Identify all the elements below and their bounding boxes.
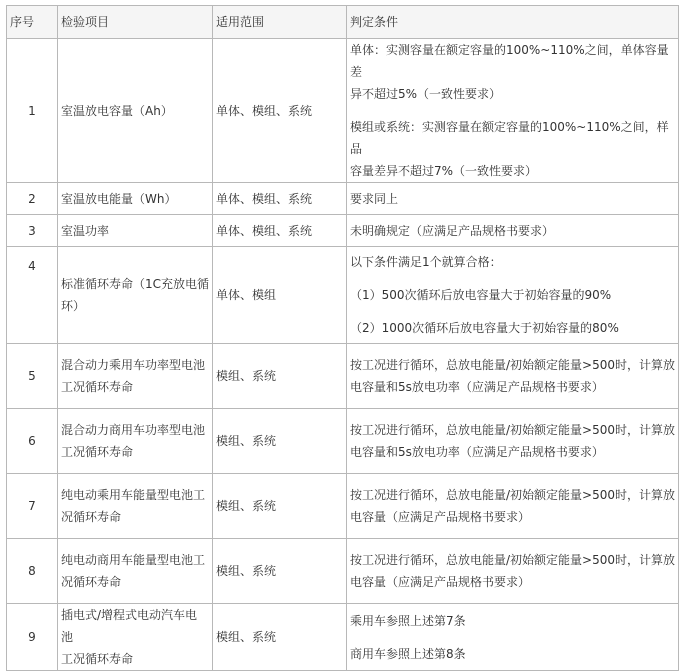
cell-conditions [347, 215, 679, 247]
item-line: 环） [61, 299, 86, 313]
header-conditions: 判定条件 [347, 6, 679, 39]
table-row [7, 409, 679, 474]
condition-line: 容量差异不超过7%（一致性要求） [350, 164, 538, 178]
condition-line: 商用车参照上述第8条 [350, 646, 466, 661]
cell-item [58, 539, 213, 604]
cell-scope: 单体、模组、系统 [213, 39, 347, 183]
cell-no: 3 [7, 215, 58, 247]
condition-paragraph [350, 39, 675, 105]
cell-no: 5 [7, 344, 58, 409]
condition-paragraph [350, 484, 675, 528]
item-line: 工况循环寿命 [61, 445, 134, 459]
cell-no: 6 [7, 409, 58, 474]
cell-scope: 单体、模组、系统 [213, 215, 347, 247]
condition-paragraph [350, 220, 675, 242]
cell-conditions [347, 39, 679, 183]
condition-paragraph [350, 284, 675, 306]
cell-no: 8 [7, 539, 58, 604]
cell-conditions [347, 344, 679, 409]
condition-line: （2）1000次循环后放电容量大于初始容量的80% [350, 321, 619, 335]
condition-line: 未明确规定（应满足产品规格书要求） [350, 223, 555, 238]
condition-line: 按工况进行循环，总放电能量/初始额定能量>500时，计算放 [350, 423, 676, 437]
cell-conditions [347, 183, 679, 215]
table-row [7, 247, 679, 344]
cell-item [58, 39, 213, 183]
cell-scope: 单体、模组 [213, 247, 347, 344]
table-body [7, 39, 679, 671]
cell-scope: 模组、系统 [213, 344, 347, 409]
table-row [7, 183, 679, 215]
condition-line: 电容量和5s放电功率（应满足产品规格书要求） [350, 445, 604, 459]
cell-scope: 模组、系统 [213, 474, 347, 539]
condition-paragraph [350, 317, 675, 339]
item-line: 混合动力商用车功率型电池 [61, 423, 206, 437]
cell-conditions [347, 604, 679, 671]
condition-line: （1）500次循环后放电容量大于初始容量的90% [350, 288, 612, 302]
cell-item [58, 604, 213, 671]
table-row [7, 39, 679, 183]
cell-conditions [347, 539, 679, 604]
condition-line: 按工况进行循环，总放电能量/初始额定能量>500时，计算放 [350, 358, 676, 372]
condition-line: 要求同上 [350, 191, 399, 206]
item-line: 况循环寿命 [61, 575, 122, 589]
header-no: 序号 [7, 6, 58, 39]
item-line: 室温放电容量（Ah） [61, 103, 173, 118]
inspection-table [6, 5, 679, 671]
item-line: 工况循环寿命 [61, 652, 134, 666]
table-header-row [7, 6, 679, 39]
cell-item [58, 409, 213, 474]
table-row [7, 539, 679, 604]
table-row [7, 604, 679, 671]
cell-no: 9 [7, 604, 58, 671]
item-line: 混合动力乘用车功率型电池 [61, 358, 206, 372]
cell-no: 1 [7, 39, 58, 183]
cell-no: 7 [7, 474, 58, 539]
cell-no: 2 [7, 183, 58, 215]
header-scope: 适用范围 [213, 6, 347, 39]
condition-paragraph [350, 643, 675, 665]
cell-scope: 模组、系统 [213, 604, 347, 671]
table-row [7, 215, 679, 247]
condition-line: 按工况进行循环，总放电能量/初始额定能量>500时，计算放 [350, 488, 676, 502]
cell-item [58, 474, 213, 539]
cell-conditions [347, 474, 679, 539]
header-item: 检验项目 [58, 6, 213, 39]
item-line: 室温放电能量（Wh） [61, 191, 177, 206]
cell-scope: 模组、系统 [213, 409, 347, 474]
item-line: 室温功率 [61, 223, 110, 238]
condition-paragraph [350, 549, 675, 593]
condition-line: 单体：实测容量在额定容量的100%~110%之间，单体容量差 [350, 43, 669, 79]
condition-line: 模组或系统：实测容量在额定容量的100%~110%之间，样品 [350, 120, 669, 156]
cell-item [58, 215, 213, 247]
condition-paragraph [350, 419, 675, 463]
cell-item [58, 344, 213, 409]
item-line: 标准循环寿命（1C充放电循 [61, 277, 210, 291]
table-row [7, 344, 679, 409]
cell-conditions [347, 247, 679, 344]
item-line: 况循环寿命 [61, 510, 122, 524]
condition-paragraph [350, 188, 675, 210]
cell-scope: 单体、模组、系统 [213, 183, 347, 215]
condition-line: 乘用车参照上述第7条 [350, 613, 466, 628]
condition-line: 异不超过5%（一致性要求） [350, 87, 502, 101]
condition-line: 电容量（应满足产品规格书要求） [350, 510, 531, 524]
item-line: 插电式/增程式电动汽车电池 [61, 608, 198, 644]
condition-line: 电容量和5s放电功率（应满足产品规格书要求） [350, 380, 604, 394]
condition-paragraph [350, 610, 675, 632]
table-row [7, 474, 679, 539]
item-line: 纯电动乘用车能量型电池工 [61, 488, 206, 502]
item-line: 纯电动商用车能量型电池工 [61, 553, 206, 567]
cell-item [58, 183, 213, 215]
item-line: 工况循环寿命 [61, 380, 134, 394]
condition-line: 按工况进行循环，总放电能量/初始额定能量>500时，计算放 [350, 553, 676, 567]
condition-paragraph [350, 354, 675, 398]
cell-conditions [347, 409, 679, 474]
cell-no: 4 [7, 247, 58, 344]
cell-scope: 模组、系统 [213, 539, 347, 604]
cell-item [58, 247, 213, 344]
condition-paragraph [350, 116, 675, 182]
condition-line: 电容量（应满足产品规格书要求） [350, 575, 531, 589]
condition-paragraph [350, 251, 675, 273]
condition-line: 以下条件满足1个就算合格： [350, 255, 502, 269]
